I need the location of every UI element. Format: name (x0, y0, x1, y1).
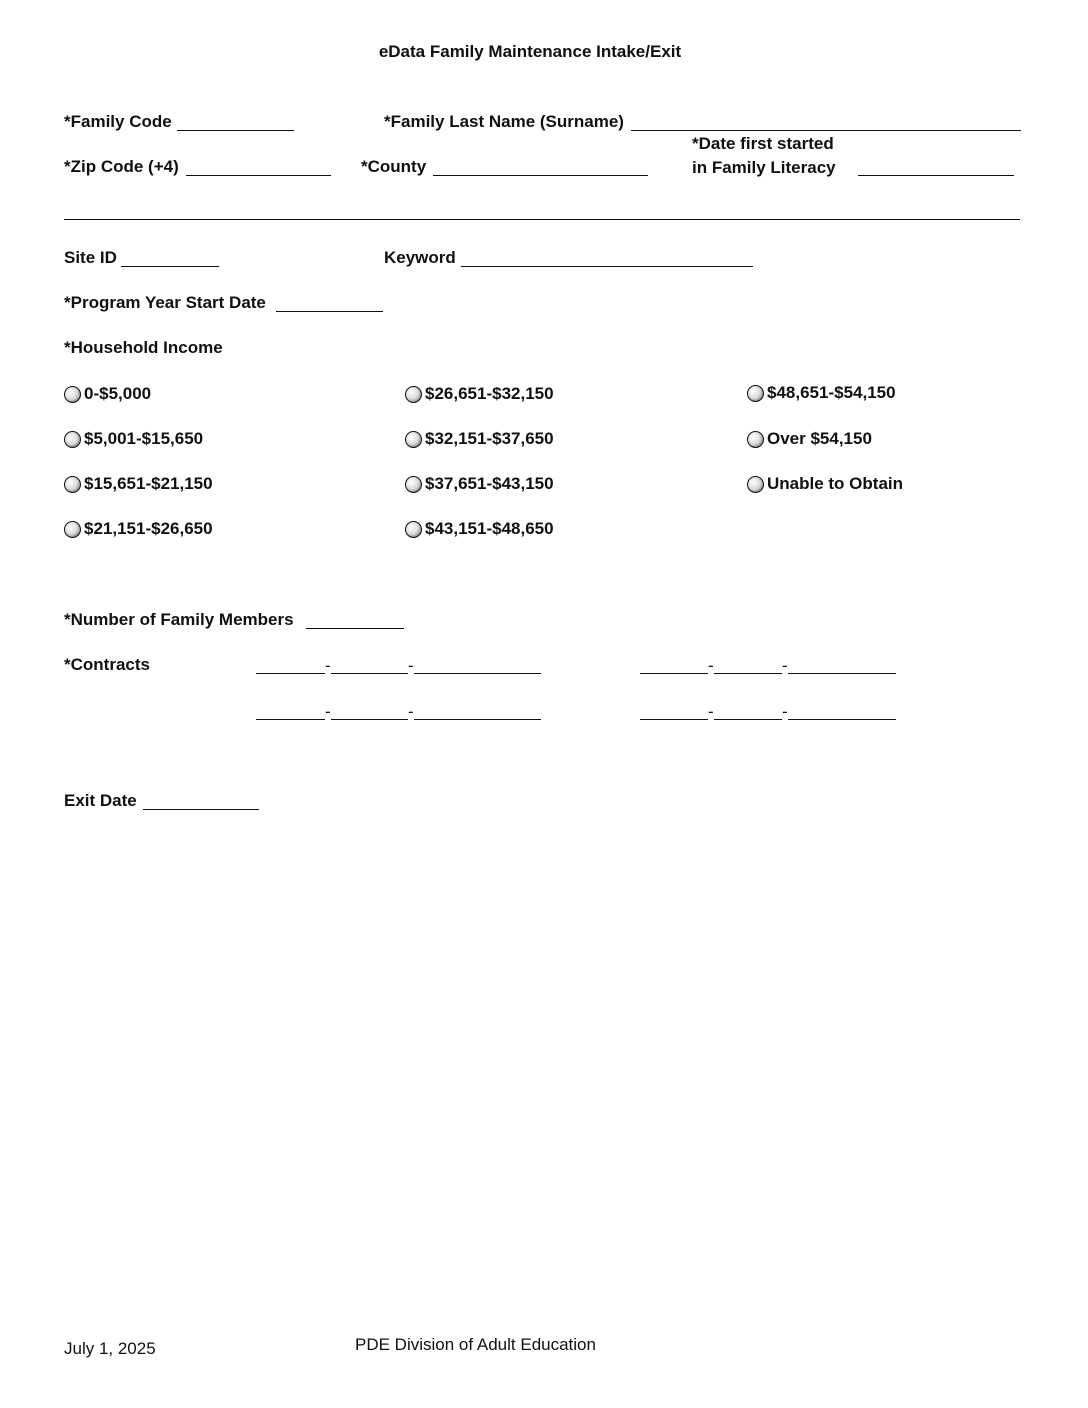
contract-field-segment[interactable] (414, 673, 541, 674)
contract-field-segment[interactable] (788, 673, 896, 674)
contract-field-segment[interactable] (714, 719, 782, 720)
zip-code-field[interactable] (186, 175, 331, 176)
family-code-field[interactable] (177, 130, 294, 131)
income-option-label: Over $54,150 (767, 429, 872, 448)
radio-circle-icon[interactable] (747, 385, 764, 402)
keyword-field[interactable] (461, 266, 753, 267)
income-option-label: $21,151-$26,650 (84, 519, 213, 538)
income-option-label: $5,001-$15,650 (84, 429, 204, 448)
radio-circle-icon[interactable] (405, 521, 422, 538)
contract-field-segment[interactable] (640, 673, 708, 674)
contract-separator: - (782, 702, 788, 721)
contract-field-segment[interactable] (788, 719, 896, 720)
income-option[interactable] (747, 474, 903, 494)
contract-separator: - (708, 702, 714, 721)
family-code-label: *Family Code (64, 112, 172, 131)
contract-separator: - (408, 656, 414, 675)
exit-date-label: Exit Date (64, 791, 137, 810)
income-option-label: $26,651-$32,150 (425, 384, 554, 403)
date-first-started-label-line2: in Family Literacy (692, 158, 836, 177)
section-divider (64, 219, 1020, 220)
contract-field-segment[interactable] (640, 719, 708, 720)
number-family-members-field[interactable] (306, 628, 404, 629)
contract-field-segment[interactable] (256, 673, 325, 674)
county-field[interactable] (433, 175, 648, 176)
family-last-name-field[interactable] (631, 130, 1021, 131)
income-option-label: Unable to Obtain (767, 474, 903, 493)
contract-field-segment[interactable] (414, 719, 541, 720)
contract-separator: - (708, 656, 714, 675)
income-option[interactable] (64, 384, 151, 404)
exit-date-field[interactable] (143, 809, 259, 810)
family-last-name-label: *Family Last Name (Surname) (384, 112, 624, 131)
contract-field-segment[interactable] (331, 719, 408, 720)
program-year-start-label: *Program Year Start Date (64, 293, 266, 312)
zip-code-label: *Zip Code (+4) (64, 157, 179, 176)
contracts-label: *Contracts (64, 655, 150, 674)
radio-circle-icon[interactable] (405, 386, 422, 403)
contract-field-segment[interactable] (714, 673, 782, 674)
contract-field-segment[interactable] (256, 719, 325, 720)
income-option-label: $48,651-$54,150 (767, 383, 896, 402)
income-option-label: $43,151-$48,650 (425, 519, 554, 538)
radio-circle-icon[interactable] (405, 476, 422, 493)
footer-date: July 1, 2025 (64, 1339, 156, 1358)
contract-field-segment[interactable] (331, 673, 408, 674)
number-family-members-label: *Number of Family Members (64, 610, 294, 629)
income-option[interactable] (405, 474, 554, 494)
radio-circle-icon[interactable] (64, 431, 81, 448)
income-option-label: $37,651-$43,150 (425, 474, 554, 493)
income-option[interactable] (64, 519, 213, 539)
radio-circle-icon[interactable] (747, 476, 764, 493)
radio-circle-icon[interactable] (64, 521, 81, 538)
contract-separator: - (408, 702, 414, 721)
radio-circle-icon[interactable] (405, 431, 422, 448)
contract-separator: - (325, 702, 331, 721)
contract-separator: - (325, 656, 331, 675)
keyword-label: Keyword (384, 248, 456, 267)
footer-org: PDE Division of Adult Education (355, 1335, 596, 1354)
radio-circle-icon[interactable] (64, 476, 81, 493)
radio-circle-icon[interactable] (64, 386, 81, 403)
date-first-started-label-line1: *Date first started (692, 134, 834, 153)
county-label: *County (361, 157, 427, 176)
income-option[interactable] (405, 429, 554, 449)
date-first-started-field[interactable] (858, 175, 1014, 176)
radio-circle-icon[interactable] (747, 431, 764, 448)
income-option[interactable] (747, 429, 872, 449)
income-option[interactable] (405, 519, 554, 539)
household-income-label: *Household Income (64, 338, 223, 357)
income-option[interactable] (64, 474, 213, 494)
income-option[interactable] (405, 384, 554, 404)
page-title: eData Family Maintenance Intake/Exit (378, 42, 682, 61)
income-option[interactable] (64, 429, 203, 449)
income-option-label: 0-$5,000 (84, 384, 152, 403)
site-id-field[interactable] (121, 266, 219, 267)
program-year-start-field[interactable] (276, 311, 383, 312)
site-id-label: Site ID (64, 248, 117, 267)
income-option[interactable] (747, 383, 896, 403)
income-option-label: $15,651-$21,150 (84, 474, 213, 493)
contract-separator: - (782, 656, 788, 675)
income-option-label: $32,151-$37,650 (425, 429, 554, 448)
